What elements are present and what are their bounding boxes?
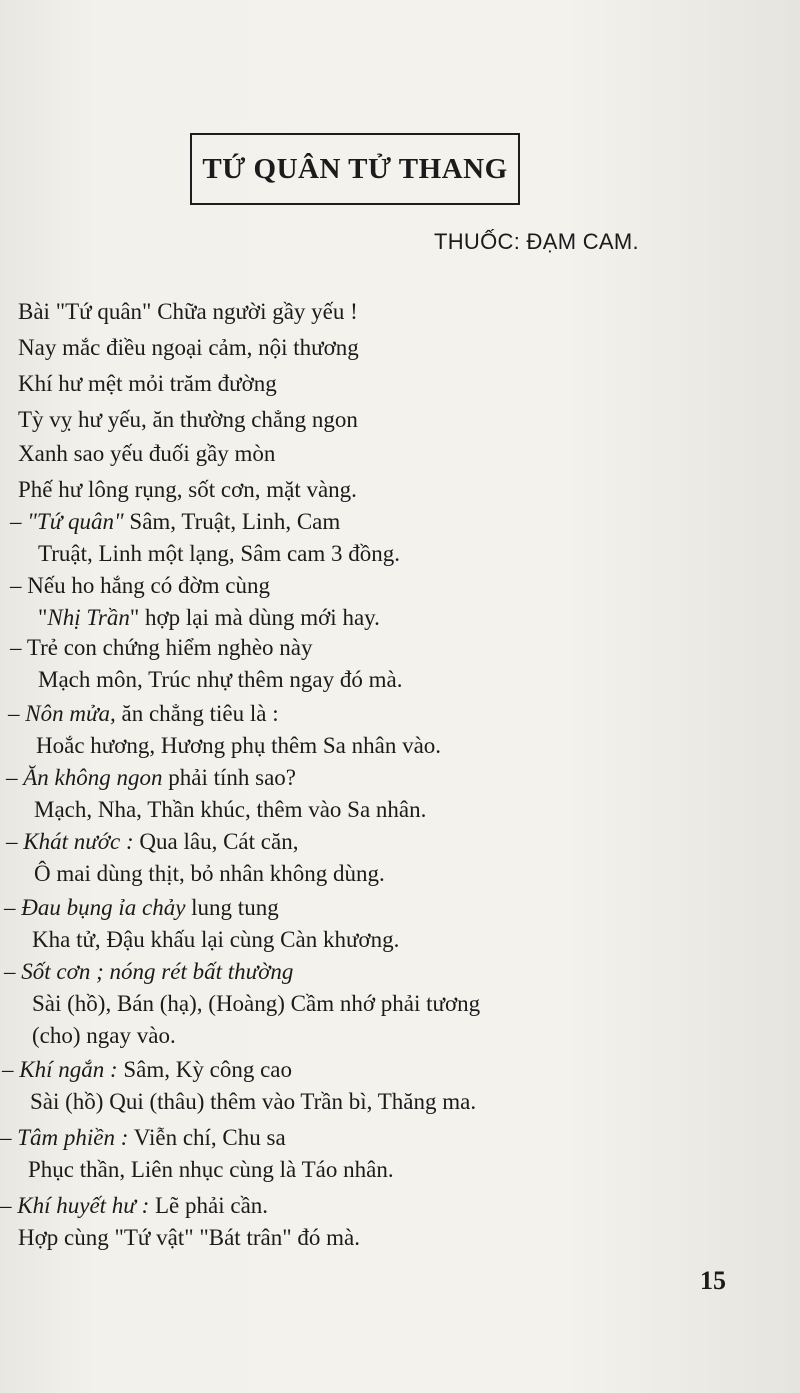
text-line [34, 860, 385, 888]
text-line [4, 894, 279, 922]
text-line [2, 1056, 292, 1084]
text-line [6, 764, 296, 792]
italic-term: Tâm phiền : [17, 1125, 129, 1150]
line-text: – [6, 829, 24, 854]
text-line [18, 298, 358, 326]
line-text: Xanh sao yếu đuối gầy mòn [18, 441, 276, 466]
text-line [10, 508, 340, 536]
italic-term: Đau bụng ỉa chảy [21, 895, 186, 920]
page-title: TỨ QUÂN TỬ THANG [202, 152, 508, 185]
text-line [18, 406, 358, 434]
text-line [30, 1088, 476, 1116]
line-text: Qua lâu, Cát căn, [133, 829, 299, 854]
italic-term: Khí ngắn : [19, 1057, 118, 1082]
line-text: Sâm, Truật, Linh, Cam [123, 509, 341, 534]
text-line [32, 926, 399, 954]
line-text: – [0, 1125, 18, 1150]
line-text: Ô mai dùng thịt, bỏ nhân không dùng. [34, 861, 385, 886]
line-text: Tỳ vỵ hư yếu, ăn thường chẳng ngon [18, 407, 358, 432]
text-line [32, 990, 480, 1018]
text-line [0, 1124, 286, 1152]
text-line [18, 370, 277, 398]
line-text: – [8, 701, 26, 726]
text-line [36, 732, 441, 760]
line-text: – [4, 959, 22, 984]
line-text: Hợp cùng "Tứ vật" "Bát trân" đó mà. [18, 1225, 360, 1250]
text-line [28, 1156, 394, 1184]
line-text: Viễn chí, Chu sa [128, 1125, 286, 1150]
text-line [34, 796, 426, 824]
line-text: Sài (hồ) Qui (thâu) thêm vào Trần bì, Thăng ma. [30, 1089, 477, 1114]
line-text: – [0, 1193, 18, 1218]
line-text: Khí hư mệt mỏi trăm đường [18, 371, 277, 396]
text-line [0, 1192, 268, 1220]
line-text: lung tung [185, 895, 279, 920]
italic-term: Sốt cơn ; nóng rét bất thường [21, 959, 294, 984]
text-line [4, 958, 293, 986]
text-line [18, 476, 357, 504]
line-text: – Nếu ho hắng có đờm cùng [10, 573, 270, 598]
text-line [10, 634, 312, 662]
page-number: 15 [700, 1266, 726, 1295]
line-text: Truật, Linh một lạng, Sâm cam 3 đồng. [38, 541, 401, 566]
line-text: – [2, 1057, 20, 1082]
line-text: " hợp lại mà dùng mới hay. [129, 605, 380, 630]
line-text: – [6, 765, 24, 790]
text-line [38, 666, 402, 694]
italic-term: Khát nước : [23, 829, 134, 854]
text-line [18, 334, 359, 362]
line-text: Nay mắc điều ngoại cảm, nội thương [18, 335, 359, 360]
line-text: Phế hư lông rụng, sốt cơn, mặt vàng. [18, 477, 357, 502]
line-text: Phục thần, Liên nhục cùng là Táo nhân. [28, 1157, 394, 1182]
line-text: – [4, 895, 22, 920]
text-line [38, 604, 380, 632]
title-box [190, 133, 520, 205]
italic-term: "Tứ quân" [27, 509, 124, 534]
text-line [6, 828, 298, 856]
line-text: Mạch môn, Trúc nhự thêm ngay đó mà. [38, 667, 403, 692]
line-text: Mạch, Nha, Thần khúc, thêm vào Sa nhân. [34, 797, 427, 822]
line-text: – Trẻ con chứng hiểm nghèo này [10, 635, 313, 660]
line-text: Hoắc hương, Hương phụ thêm Sa nhân vào. [36, 733, 442, 758]
italic-term: Nôn mửa, [25, 701, 116, 726]
line-text: Bài "Tứ quân" Chữa người gầy yếu ! [18, 299, 358, 324]
line-text: (cho) ngay vào. [32, 1023, 176, 1048]
line-text: Lẽ phải cần. [149, 1193, 269, 1218]
text-line [18, 1224, 360, 1252]
line-text: – [10, 509, 28, 534]
line-text: phải tính sao? [162, 765, 297, 790]
text-line [8, 700, 279, 728]
italic-term: Nhị Trần [47, 605, 130, 630]
text-line [18, 440, 275, 468]
line-text: " [38, 605, 48, 630]
line-text: Sài (hồ), Bán (hạ), (Hoàng) Cầm nhớ phải tương [32, 991, 481, 1016]
line-text: ăn chẳng tiêu là : [115, 701, 279, 726]
line-text: Kha tử, Đậu khấu lại cùng Càn khương. [32, 927, 400, 952]
italic-term: Ăn không ngon [23, 765, 163, 790]
line-text: Sâm, Kỳ công cao [117, 1057, 293, 1082]
subtitle: THUỐC: ĐẠM CAM. [434, 229, 639, 254]
italic-term: Khí huyết hư : [17, 1193, 150, 1218]
text-line [10, 572, 270, 600]
text-line [38, 540, 400, 568]
text-line [32, 1022, 176, 1050]
